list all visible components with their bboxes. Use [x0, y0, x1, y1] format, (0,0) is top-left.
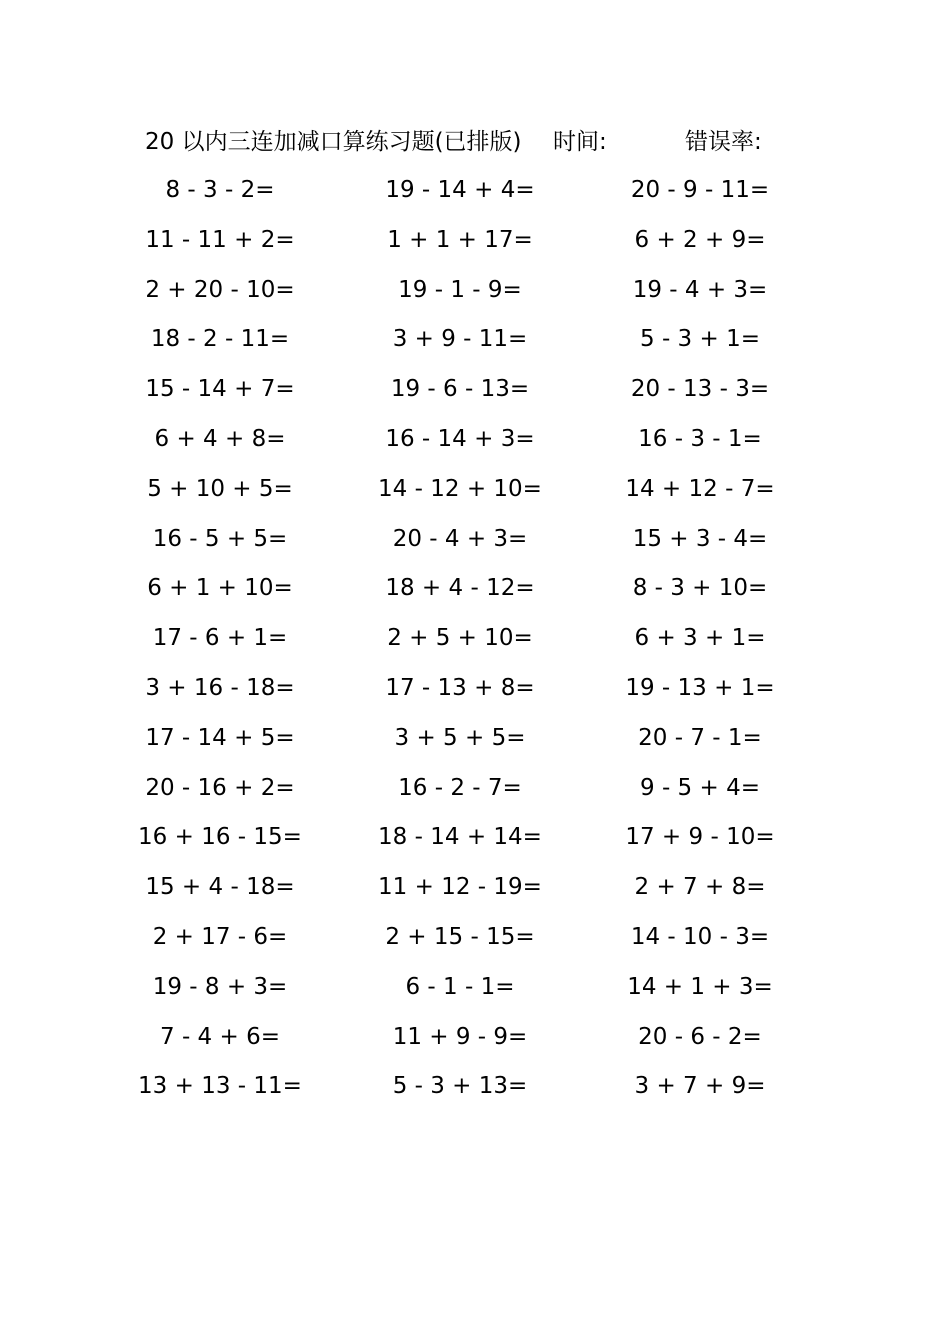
math-problem: 16 + 16 - 15= — [138, 824, 302, 851]
math-problem: 8 - 3 + 10= — [632, 575, 768, 602]
math-problem: 18 - 14 + 14= — [378, 824, 542, 851]
math-problem: 2 + 7 + 8= — [634, 874, 766, 901]
problem-row — [100, 764, 820, 814]
math-problem: 14 + 1 + 3= — [627, 973, 773, 1000]
math-problem: 3 + 5 + 5= — [394, 724, 526, 751]
math-problem: 13 + 13 - 11= — [138, 1073, 302, 1100]
problem-row — [100, 614, 820, 664]
math-problem: 9 - 5 + 4= — [640, 774, 760, 801]
math-problem: 14 + 12 - 7= — [625, 475, 775, 502]
math-problem: 19 - 14 + 4= — [385, 177, 535, 203]
problem-row — [100, 365, 820, 415]
problem-row — [100, 564, 820, 614]
math-problem: 6 + 3 + 1= — [634, 625, 766, 652]
math-problem: 19 - 1 - 9= — [398, 276, 522, 303]
math-problem: 6 - 1 - 1= — [405, 973, 515, 1000]
math-problem: 19 - 13 + 1= — [625, 674, 775, 701]
math-problem: 15 + 4 - 18= — [145, 874, 295, 901]
math-problem: 15 - 14 + 7= — [145, 376, 295, 403]
math-problem: 5 + 10 + 5= — [147, 475, 293, 502]
math-problem: 5 - 3 + 13= — [392, 1073, 528, 1100]
math-problem: 14 - 10 - 3= — [630, 923, 770, 950]
problem-row — [100, 415, 820, 465]
math-problem: 15 + 3 - 4= — [632, 525, 768, 552]
math-problem: 20 - 7 - 1= — [638, 724, 762, 751]
math-problem: 11 + 12 - 19= — [378, 874, 542, 901]
math-problem: 5 - 3 + 1= — [640, 326, 760, 353]
problem-row — [100, 216, 820, 266]
math-problem: 17 - 6 + 1= — [152, 625, 288, 652]
math-problem: 2 + 17 - 6= — [152, 923, 288, 950]
math-problem: 16 - 5 + 5= — [152, 525, 288, 552]
problem-grid — [100, 166, 820, 1112]
math-problem: 6 + 2 + 9= — [634, 226, 766, 253]
error-rate-label: 错误率: — [685, 129, 762, 155]
math-problem: 20 - 6 - 2= — [638, 1023, 762, 1050]
problem-row — [100, 266, 820, 316]
math-problem: 17 - 13 + 8= — [385, 674, 535, 701]
math-problem: 2 + 5 + 10= — [387, 625, 533, 652]
math-problem: 20 - 4 + 3= — [392, 525, 528, 552]
math-problem: 19 - 4 + 3= — [632, 276, 768, 303]
math-problem: 3 + 9 - 11= — [392, 326, 528, 353]
math-problem: 2 + 20 - 10= — [145, 276, 295, 303]
problem-row — [100, 863, 820, 913]
problem-row — [100, 813, 820, 863]
worksheet-title: 20 以内三连加减口算练习题(已排版) — [145, 129, 522, 155]
problem-row — [100, 315, 820, 365]
problem-row — [100, 166, 820, 216]
problem-row — [100, 1062, 820, 1112]
worksheet-header — [145, 124, 785, 160]
math-problem: 11 + 9 - 9= — [392, 1023, 528, 1050]
math-problem: 20 - 13 - 3= — [630, 376, 770, 403]
math-problem: 18 - 2 - 11= — [150, 326, 290, 353]
math-problem: 16 - 3 - 1= — [638, 425, 762, 452]
math-problem: 16 - 2 - 7= — [398, 774, 522, 801]
math-problem: 11 - 11 + 2= — [145, 226, 295, 253]
math-problem: 20 - 9 - 11= — [630, 177, 770, 203]
time-label: 时间: — [553, 129, 607, 155]
math-problem: 17 - 14 + 5= — [145, 724, 295, 751]
math-problem: 1 + 1 + 17= — [387, 226, 533, 253]
problem-row — [100, 714, 820, 764]
problem-row — [100, 515, 820, 565]
math-problem: 19 - 8 + 3= — [152, 973, 288, 1000]
math-problem: 8 - 3 - 2= — [165, 177, 275, 203]
math-problem: 2 + 15 - 15= — [385, 923, 535, 950]
math-problem: 17 + 9 - 10= — [625, 824, 775, 851]
problem-row — [100, 1013, 820, 1063]
math-problem: 16 - 14 + 3= — [385, 425, 535, 452]
math-problem: 7 - 4 + 6= — [160, 1023, 280, 1050]
problem-row — [100, 664, 820, 714]
math-problem: 18 + 4 - 12= — [385, 575, 535, 602]
problem-row — [100, 465, 820, 515]
math-problem: 20 - 16 + 2= — [145, 774, 295, 801]
math-problem: 3 + 16 - 18= — [145, 674, 295, 701]
math-problem: 3 + 7 + 9= — [634, 1073, 766, 1100]
math-problem: 6 + 4 + 8= — [154, 425, 286, 452]
math-problem: 6 + 1 + 10= — [147, 575, 293, 602]
math-problem: 19 - 6 - 13= — [390, 376, 530, 403]
problem-row — [100, 913, 820, 963]
problem-row — [100, 963, 820, 1013]
math-problem: 14 - 12 + 10= — [378, 475, 542, 502]
